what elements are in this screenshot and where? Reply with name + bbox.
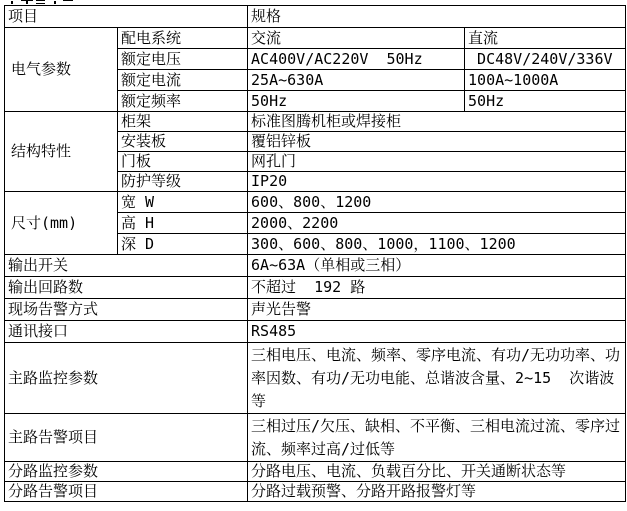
row-height-value: 2000、2200 <box>248 213 626 234</box>
row-branch-monitoring-value: 分路电压、电流、负载百分比、开关通断状态等 <box>248 462 626 482</box>
row-rated-frequency-label: 额定频率 <box>118 91 248 112</box>
row-rated-current-dc: 100A~1000A <box>465 70 626 91</box>
row-output-circuits-value: 不超过 192 路 <box>248 277 626 299</box>
table-row <box>5 462 626 482</box>
table-row <box>5 192 626 213</box>
header-row <box>5 6 626 28</box>
row-width-label: 宽 W <box>118 192 248 213</box>
row-branch-alarm-value: 分路过载预警、分路开路报警灯等 <box>248 482 626 502</box>
row-comm-interface-label: 通讯接口 <box>5 321 248 343</box>
group-structure: 结构特性 <box>5 112 118 192</box>
table-row <box>5 343 626 414</box>
row-protection-rating-value: IP20 <box>248 172 626 192</box>
row-rated-frequency-ac: 50Hz <box>248 91 465 112</box>
table-row <box>5 299 626 321</box>
table-row <box>5 277 626 299</box>
row-output-switch-value: 6A~63A（单相或三相） <box>248 255 626 277</box>
group-dimensions: 尺寸(mm) <box>5 192 118 255</box>
row-protection-rating-label: 防护等级 <box>118 172 248 192</box>
row-power-system-dc: 直流 <box>465 28 626 49</box>
row-rated-voltage-label: 额定电压 <box>118 49 248 70</box>
row-mounting-plate-value: 覆铝锌板 <box>248 132 626 152</box>
table-row <box>5 321 626 343</box>
row-power-system-ac: 交流 <box>248 28 465 49</box>
table-row <box>5 28 626 49</box>
row-local-alarm-mode-label: 现场告警方式 <box>5 299 248 321</box>
row-height-label: 高 H <box>118 213 248 234</box>
row-depth-value: 300、600、800、1000，1100、1200 <box>248 234 626 255</box>
header-item-cell: 项目 <box>5 6 248 28</box>
row-main-alarm-label: 主路告警项目 <box>5 414 248 462</box>
row-door-panel-label: 门板 <box>118 152 248 172</box>
spec-table <box>4 5 626 502</box>
row-main-monitoring-value: 三相电压、电流、频率、零序电流、有功/无功功率、功率因数、有功/无功电能、总谐波含量、2~15 次谐波等 <box>248 343 626 414</box>
row-rated-voltage-dc: DC48V/240V/336V <box>465 49 626 70</box>
table-row <box>5 112 626 132</box>
table-row <box>5 482 626 502</box>
table-row <box>5 414 626 462</box>
row-branch-monitoring-label: 分路监控参数 <box>5 462 248 482</box>
table-row <box>5 255 626 277</box>
row-main-monitoring-label: 主路监控参数 <box>5 343 248 414</box>
row-comm-interface-value: RS485 <box>248 321 626 343</box>
group-electrical: 电气参数 <box>5 28 118 112</box>
row-power-system-label: 配电系统 <box>118 28 248 49</box>
row-local-alarm-mode-value: 声光告警 <box>248 299 626 321</box>
row-frame-label: 柜架 <box>118 112 248 132</box>
row-branch-alarm-label: 分路告警项目 <box>5 482 248 502</box>
row-width-value: 600、800、1200 <box>248 192 626 213</box>
row-rated-current-label: 额定电流 <box>118 70 248 91</box>
row-rated-frequency-dc: 50Hz <box>465 91 626 112</box>
header-spec-cell: 规格 <box>248 6 626 28</box>
row-output-switch-label: 输出开关 <box>5 255 248 277</box>
row-output-circuits-label: 输出回路数 <box>5 277 248 299</box>
row-rated-current-ac: 25A~630A <box>248 70 465 91</box>
row-mounting-plate-label: 安装板 <box>118 132 248 152</box>
row-main-alarm-value: 三相过压/欠压、缺相、不平衡、三相电流过流、零序过流、频率过高/过低等 <box>248 414 626 462</box>
row-depth-label: 深 D <box>118 234 248 255</box>
row-rated-voltage-ac: AC400V/AC220V 50Hz <box>248 49 465 70</box>
row-door-panel-value: 网孔门 <box>248 152 626 172</box>
row-frame-value: 标准图腾机柜或焊接柜 <box>248 112 626 132</box>
